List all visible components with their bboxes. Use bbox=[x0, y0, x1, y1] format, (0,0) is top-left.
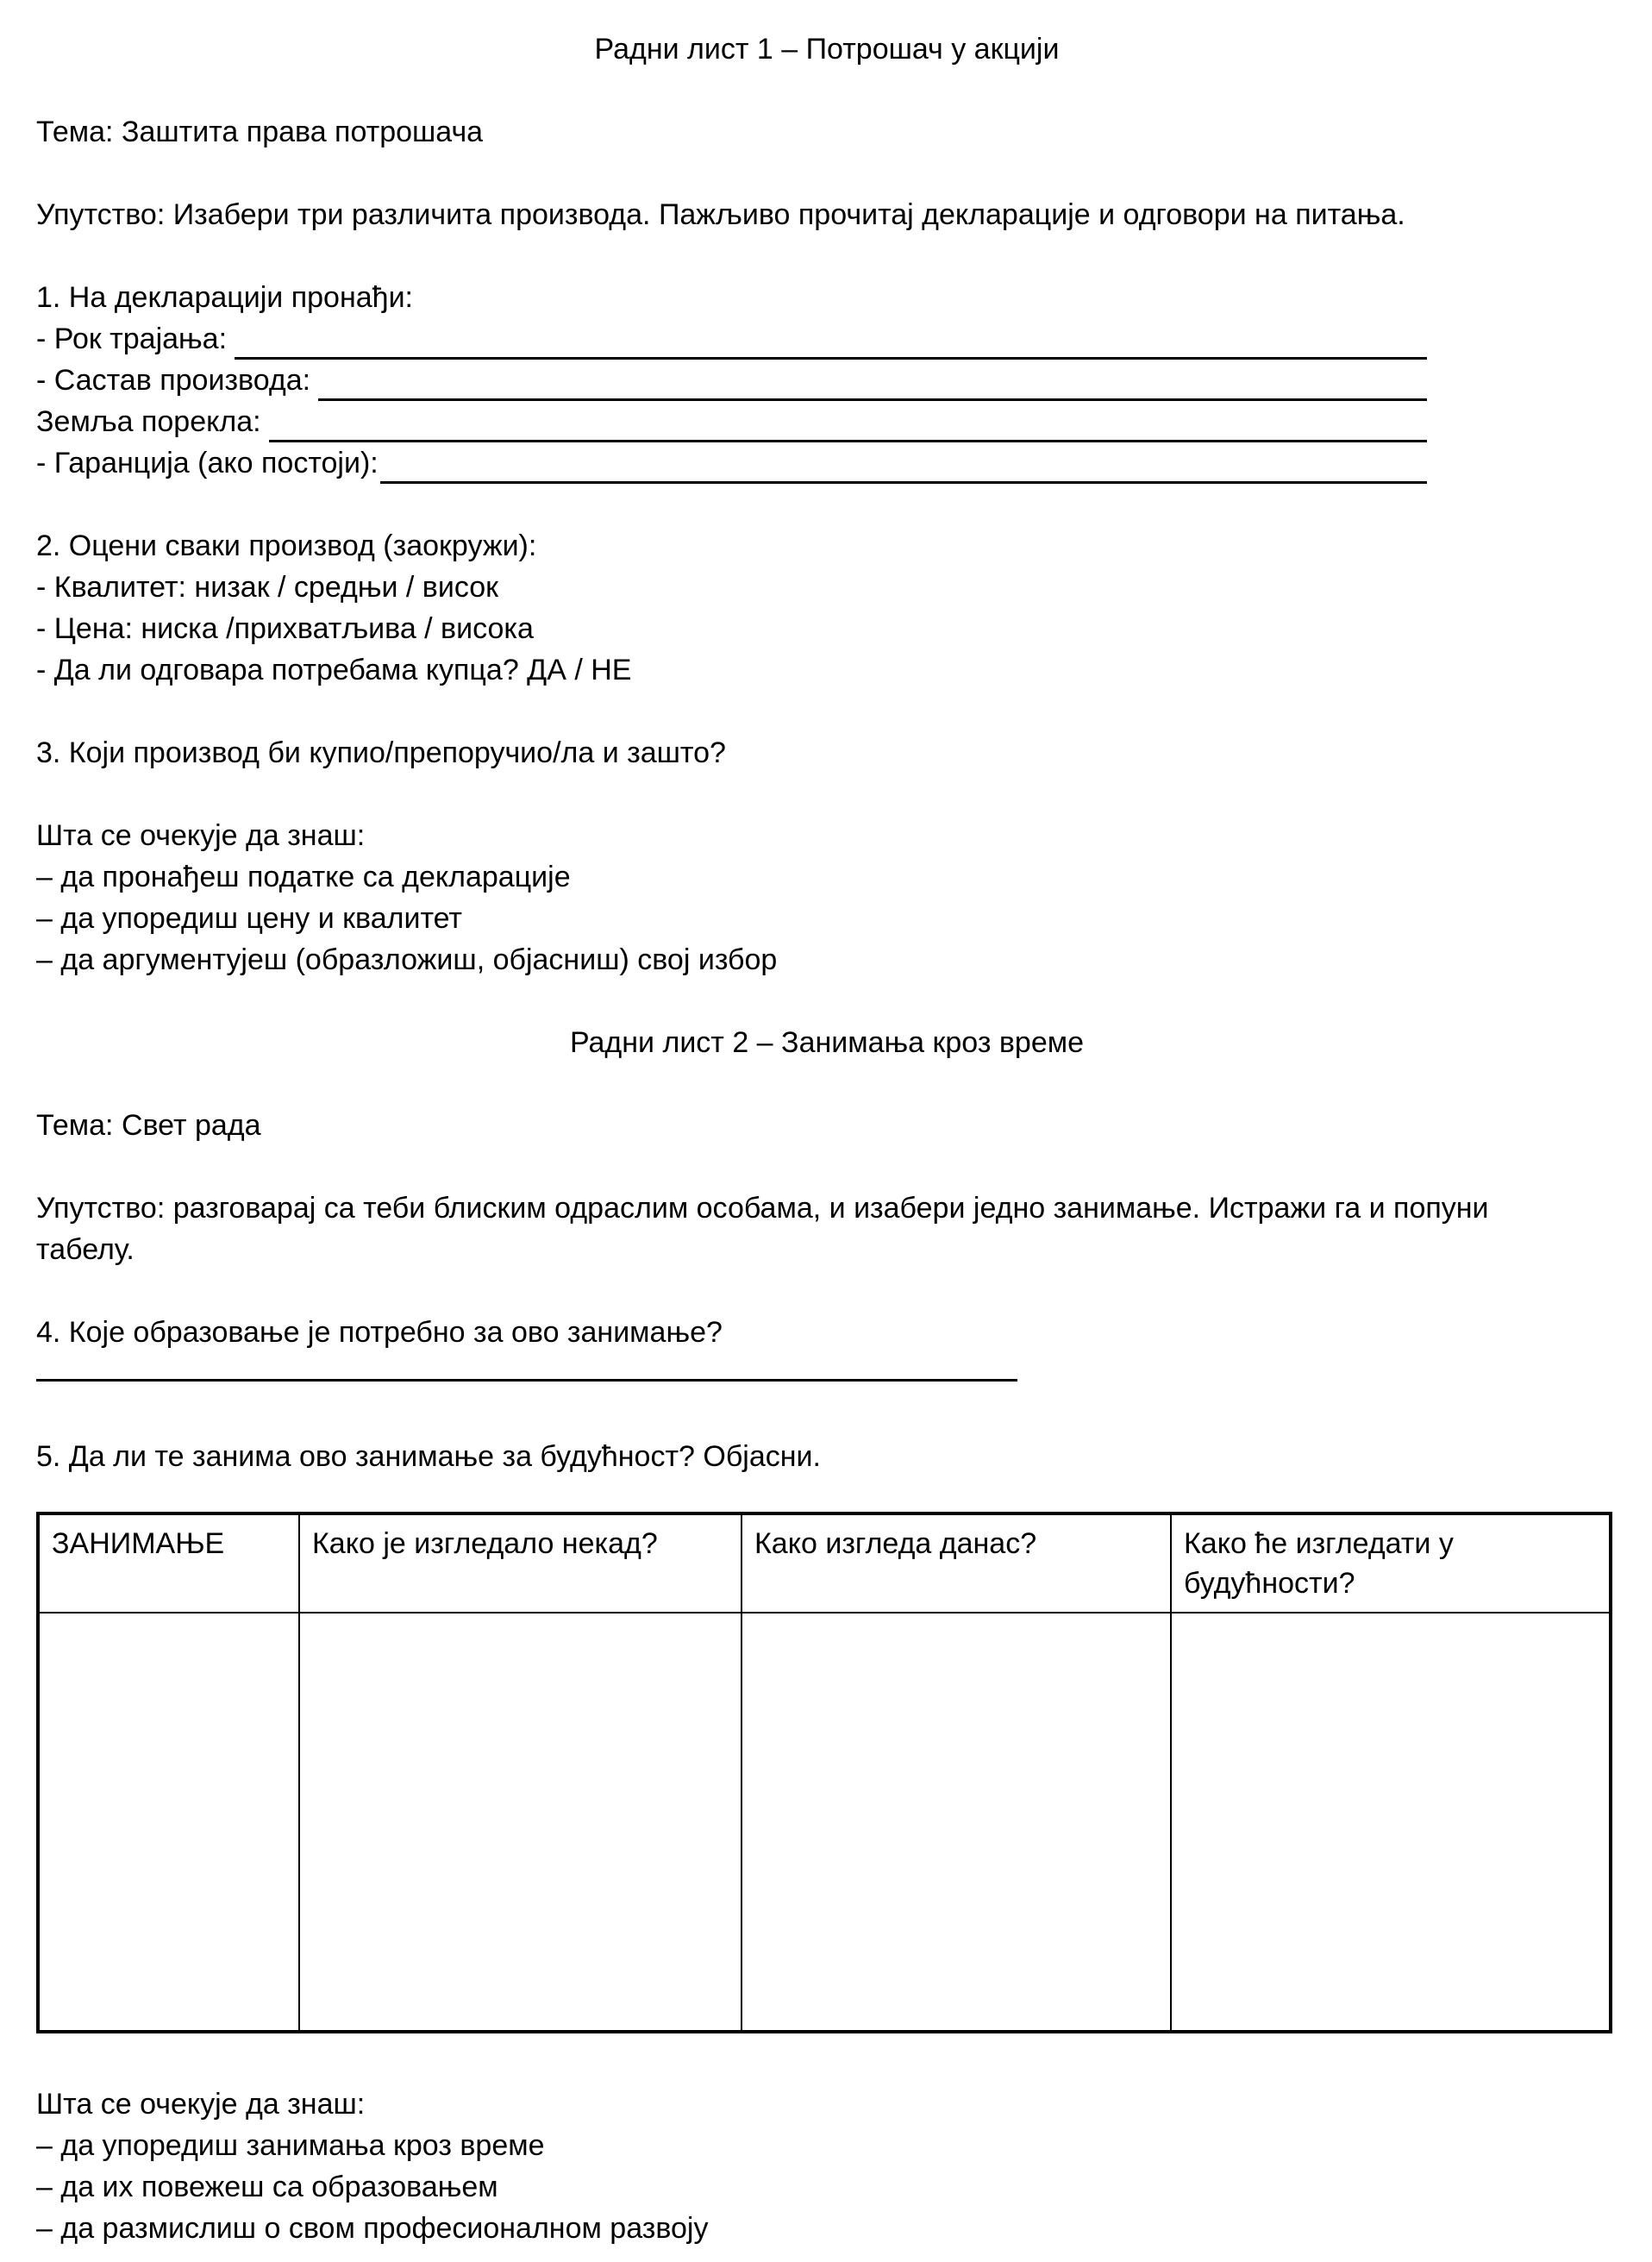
q4-heading: 4. Које образовање је потребно за ово занимање? bbox=[36, 1316, 723, 1349]
q4-answer-row bbox=[36, 1353, 1618, 1394]
fill-line[interactable] bbox=[36, 1353, 1017, 1382]
expectations1-item: – да пронађеш податке са декларације bbox=[36, 861, 571, 893]
q1-field-origin-label: Земља порекла: bbox=[36, 405, 261, 438]
expectations2-item: – да размислиш о свом професионалном развоју bbox=[36, 2212, 709, 2245]
table-cell-occupation[interactable] bbox=[38, 1613, 299, 2032]
spacer bbox=[36, 1063, 1618, 1105]
q1-field-expiry-label: - Рок трајања: bbox=[36, 323, 228, 355]
table-cell-today[interactable] bbox=[742, 1613, 1171, 2032]
fill-line[interactable] bbox=[380, 447, 1427, 484]
expectations2-item: – да упоредиш занимања кроз време bbox=[36, 2129, 545, 2162]
spacer bbox=[36, 235, 1618, 277]
occupation-table bbox=[36, 1512, 1612, 2033]
q2-item-quality: - Квалитет: низак / средњи / висок bbox=[36, 571, 498, 604]
spacer bbox=[36, 981, 1618, 1022]
expectations1-heading: Шта се очекује да знаш: bbox=[36, 819, 366, 852]
q3-heading: 3. Који производ би купио/препоручио/ла и зашто? bbox=[36, 736, 726, 769]
worksheet1-title: Радни лист 1 – Потрошач у акцији bbox=[594, 33, 1060, 66]
q1-field-expiry bbox=[36, 318, 1427, 360]
q1-field-composition-label: - Састав производа: bbox=[36, 364, 311, 397]
spacer bbox=[36, 1394, 1618, 1436]
worksheet2-theme: Тема: Свет рада bbox=[36, 1109, 261, 1142]
worksheet1-instruction: Упутство: Изабери три различита производа. Пажљиво прочитај декларације и одговори на питања. bbox=[36, 198, 1405, 231]
q1-field-composition bbox=[36, 360, 1427, 401]
q1-field-origin bbox=[36, 401, 1427, 442]
worksheet1-theme: Тема: Заштита права потрошача bbox=[36, 116, 484, 148]
q2-item-price: - Цена: ниска /прихватљива / висока bbox=[36, 612, 534, 645]
expectations1-item: – да аргументујеш (образложиш, објасниш) свој избор bbox=[36, 943, 778, 976]
q1-heading: 1. На декларацији пронађи: bbox=[36, 281, 414, 314]
spacer bbox=[36, 70, 1618, 111]
expectations2-heading: Шта се очекује да знаш: bbox=[36, 2088, 366, 2121]
fill-line[interactable] bbox=[318, 364, 1427, 401]
table-row bbox=[38, 1613, 1611, 2032]
worksheet2-title: Радни лист 2 – Занимања кроз време bbox=[569, 1026, 1085, 1059]
spacer bbox=[36, 691, 1618, 732]
worksheet2-instruction-line1: Упутство: разговарај са теби блиским одраслим особама, и изабери једно занимање. Истражи га и попуни bbox=[36, 1192, 1489, 1225]
spacer bbox=[36, 774, 1618, 815]
table-header-future: Како ће изгледати у будућности? bbox=[1171, 1513, 1611, 1613]
table-header-row bbox=[38, 1513, 1611, 1613]
spacer bbox=[36, 153, 1618, 194]
table-header-today: Како изгледа данас? bbox=[742, 1513, 1171, 1613]
spacer bbox=[36, 1146, 1618, 1187]
table-cell-future[interactable] bbox=[1171, 1613, 1611, 2032]
expectations2-item: – да их повежеш са образовањем bbox=[36, 2171, 498, 2203]
table-header-past: Како је изгледало некад? bbox=[299, 1513, 742, 1613]
spacer bbox=[36, 484, 1618, 525]
expectations1-item: – да упоредиш цену и квалитет bbox=[36, 902, 462, 935]
fill-line[interactable] bbox=[269, 405, 1427, 442]
q2-heading: 2. Оцени сваки производ (заокружи): bbox=[36, 529, 537, 562]
spacer bbox=[36, 1270, 1618, 1312]
table-header-occupation: ЗАНИМАЊЕ bbox=[38, 1513, 299, 1613]
q1-field-warranty bbox=[36, 442, 1427, 484]
q2-item-needs: - Да ли одговара потребама купца? ДА / НЕ bbox=[36, 654, 632, 686]
q5-heading: 5. Да ли те занима ово занимање за будућност? Објасни. bbox=[36, 1440, 821, 1473]
worksheet2-instruction-line2: табелу. bbox=[36, 1233, 135, 1266]
q1-field-warranty-label: - Гаранција (ако постоји): bbox=[36, 447, 379, 479]
fill-line[interactable] bbox=[235, 323, 1427, 360]
table-cell-past[interactable] bbox=[299, 1613, 742, 2032]
